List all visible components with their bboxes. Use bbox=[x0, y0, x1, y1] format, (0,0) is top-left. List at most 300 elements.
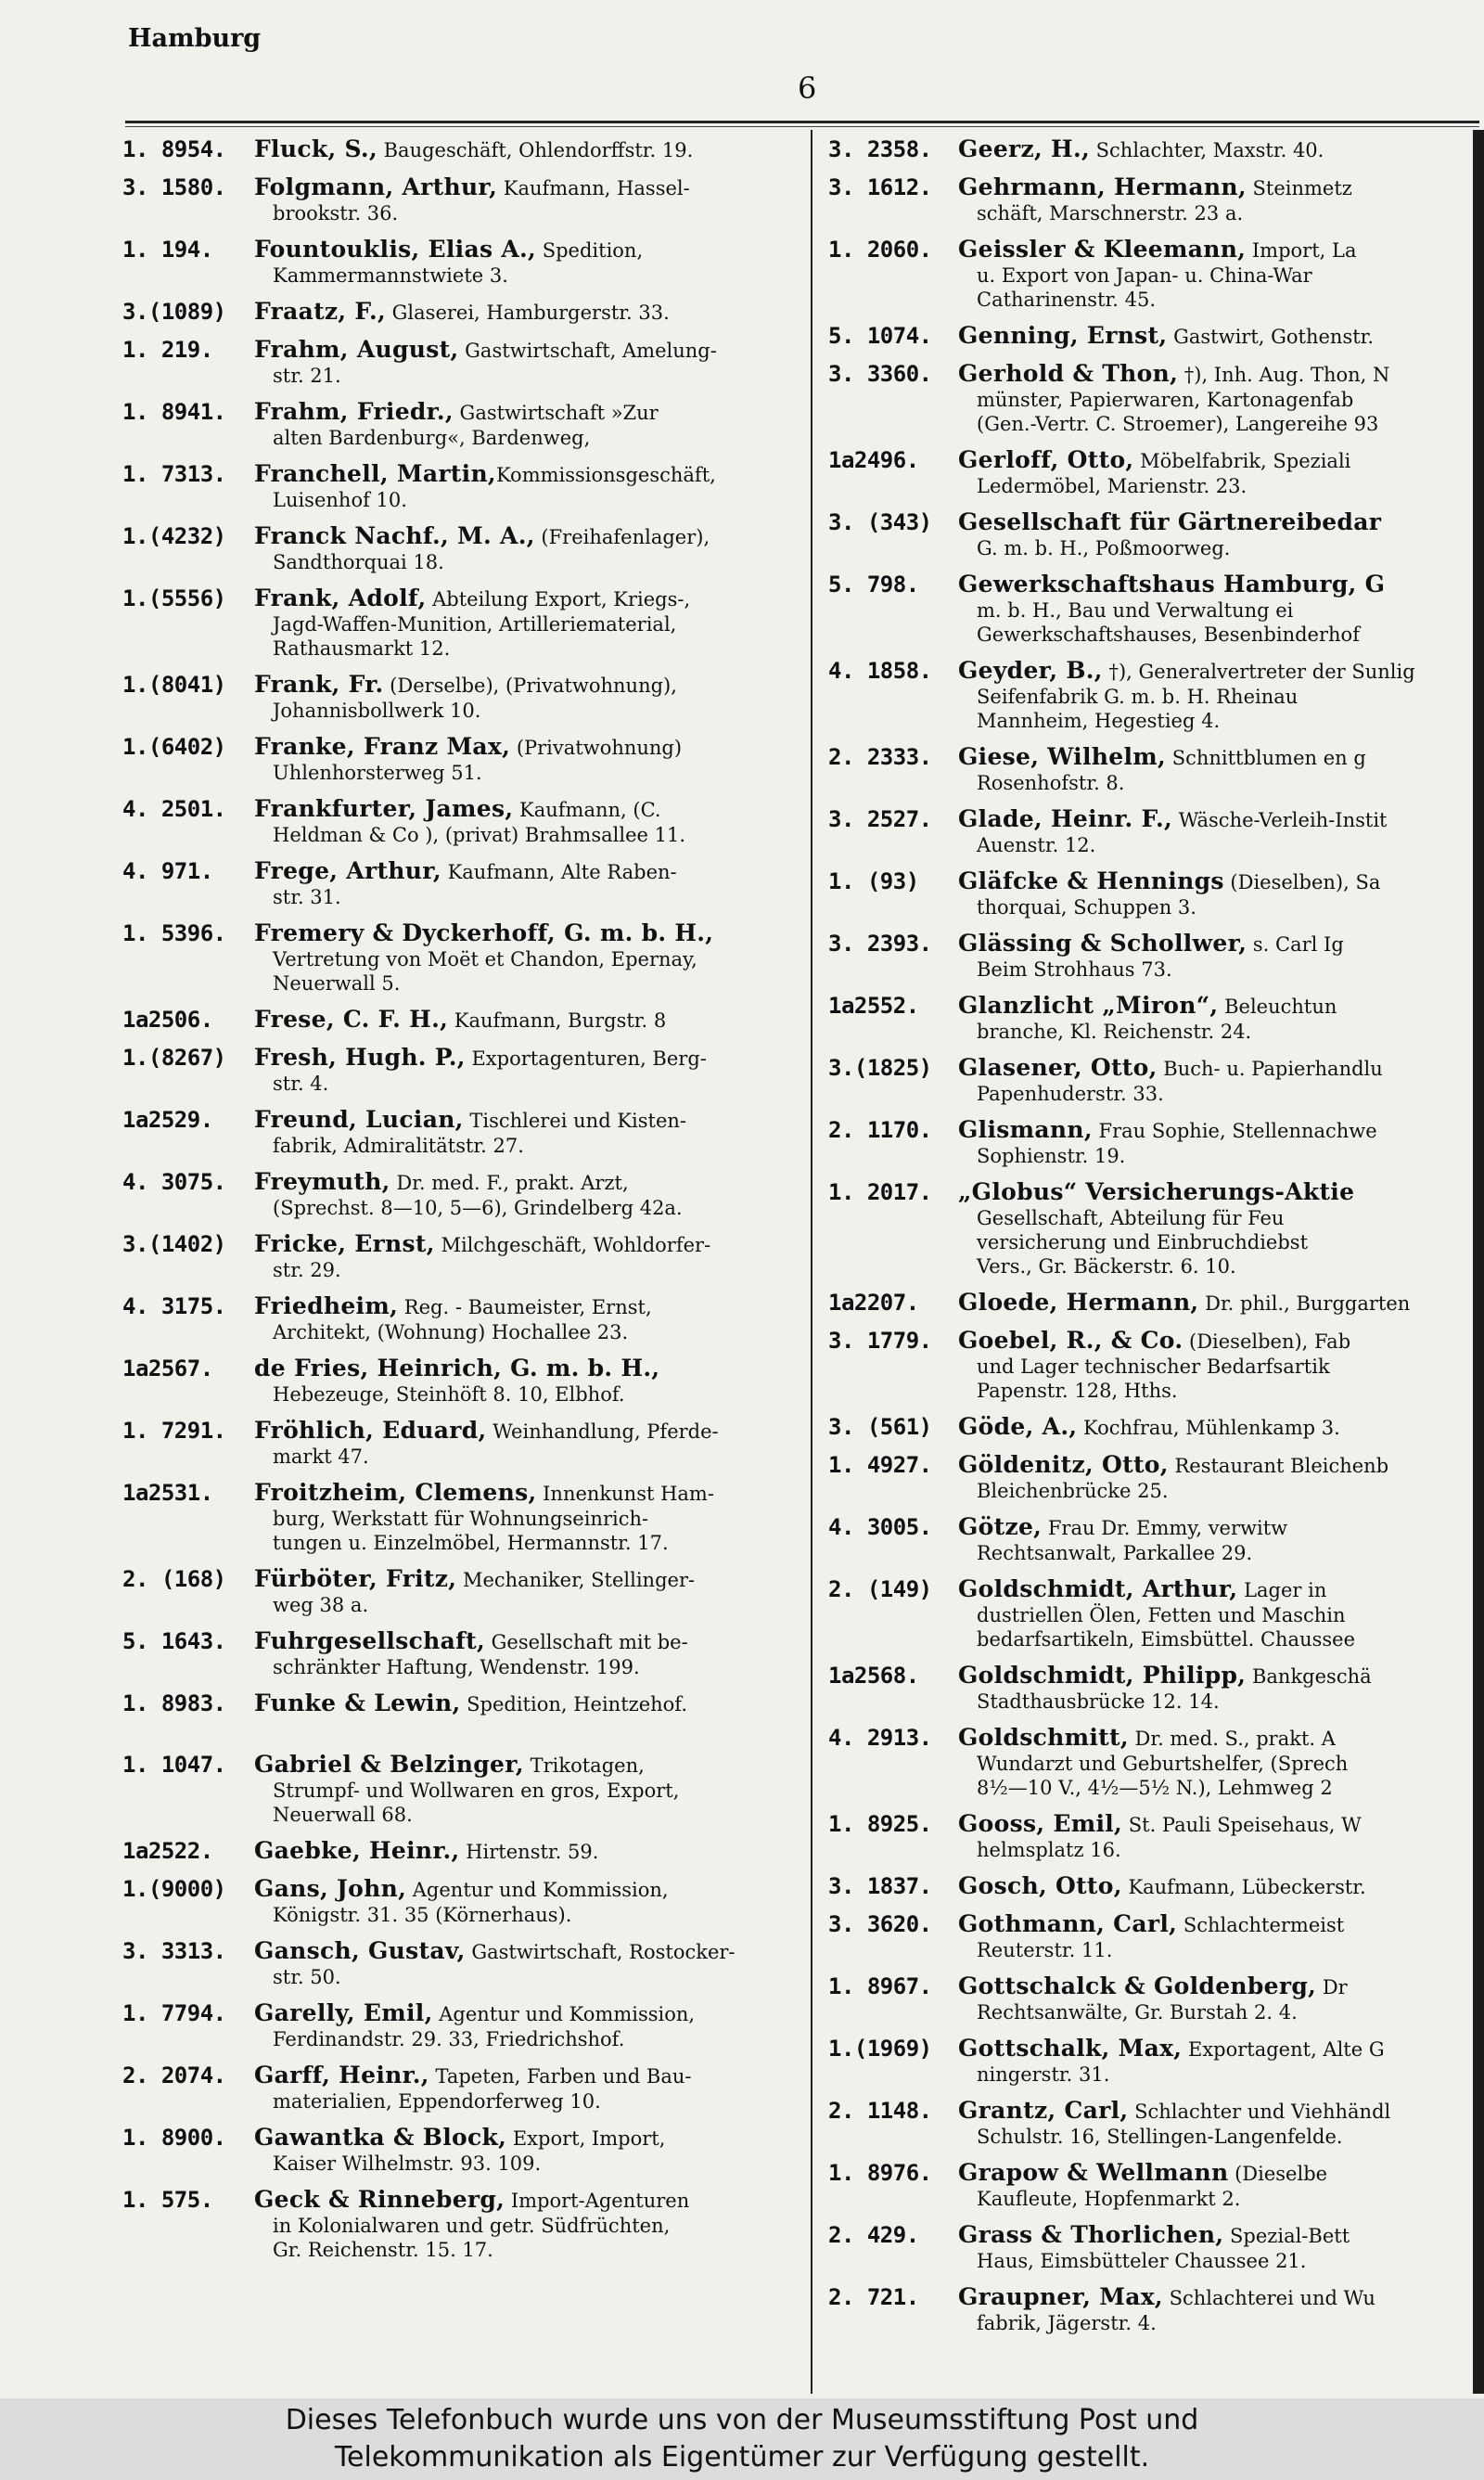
subscriber-description: Abteilung Export, Kriegs-, bbox=[426, 588, 691, 610]
listing-entry bbox=[122, 586, 792, 661]
phone-number: 1.(5556) bbox=[122, 585, 226, 611]
phone-number: 1.(8041) bbox=[122, 672, 226, 698]
entry-continuation-line: Vers., Gr. Bäckerstr. 6. 10. bbox=[977, 1255, 1236, 1278]
subscriber-name: Gehrmann, Hermann, bbox=[958, 175, 1247, 200]
phone-number: 5. 1074. bbox=[828, 323, 932, 349]
subscriber-description: Spedition, Heintzehof. bbox=[460, 1693, 687, 1715]
entry-continuation-line: brookstr. 36. bbox=[273, 202, 399, 225]
entry-continuation-line: str. 4. bbox=[273, 1073, 329, 1095]
phone-number: 1. 8954. bbox=[122, 137, 226, 162]
subscriber-name: Fricke, Ernst, bbox=[254, 1232, 435, 1257]
listing-entry bbox=[828, 572, 1473, 647]
entry-continuation-line: Jagd-Waffen-Munition, Artilleriematerial, bbox=[273, 613, 677, 636]
listing-entry bbox=[828, 994, 1473, 1044]
subscriber-description: Gastwirtschaft »Zur bbox=[453, 402, 659, 424]
subscriber-name: Garelly, Emil, bbox=[254, 2001, 433, 2026]
entry-continuation-line: Schulstr. 16, Stellingen-Langenfelde. bbox=[977, 2126, 1343, 2148]
subscriber-name: Goldschmidt, Philipp, bbox=[958, 1664, 1247, 1689]
phone-number: 3. 2358. bbox=[828, 137, 932, 162]
subscriber-description: Reg. - Baumeister, Ernst, bbox=[398, 1296, 652, 1318]
entry-continuation-line: Sandthorquai 18. bbox=[273, 551, 444, 573]
entry-continuation-line: Kammermannstwiete 3. bbox=[273, 264, 508, 287]
entry-continuation-line: dustriellen Ölen, Fetten und Maschin bbox=[977, 1604, 1346, 1626]
listing-entry bbox=[122, 2063, 792, 2114]
subscriber-name: Geyder, B., bbox=[958, 659, 1103, 684]
subscriber-name: Fluck, S., bbox=[254, 137, 377, 162]
phone-number: 3.(1825) bbox=[828, 1055, 932, 1081]
phone-number: 3. 3620. bbox=[828, 1911, 932, 1937]
phone-number: 1. 8983. bbox=[122, 1690, 226, 1716]
subscriber-description: Dr bbox=[1316, 1976, 1348, 1998]
subscriber-description: Gastwirt, Gothenstr. bbox=[1167, 326, 1375, 348]
phone-number: 1. 194. bbox=[122, 237, 213, 263]
listing-entry bbox=[122, 2001, 792, 2051]
subscriber-name: Gottschalk, Max, bbox=[958, 2037, 1183, 2062]
subscriber-description: St. Pauli Speisehaus, W bbox=[1122, 1814, 1362, 1836]
phone-number: 1. 5396. bbox=[122, 920, 226, 946]
subscriber-description: Frau Sophie, Stellennachwe bbox=[1092, 1120, 1377, 1142]
listing-entry bbox=[828, 1577, 1473, 1651]
entry-continuation-line: Seifenfabrik G. m. b. H. Rheinau bbox=[977, 686, 1298, 708]
phone-number: 2. 1170. bbox=[828, 1117, 932, 1143]
entry-continuation-line: in Kolonialwaren und getr. Südfrüchten, bbox=[273, 2215, 671, 2237]
listing-entry bbox=[122, 524, 792, 574]
listing-entry bbox=[828, 745, 1473, 795]
listing-entry bbox=[828, 659, 1473, 733]
subscriber-name: Geissler & Kleemann, bbox=[958, 238, 1247, 263]
subscriber-name: Frese, C. F. H., bbox=[254, 1008, 449, 1033]
subscriber-description: Dr. phil., Burggarten bbox=[1198, 1292, 1411, 1315]
subscriber-name: Franck Nachf., M. A., bbox=[254, 524, 535, 549]
subscriber-name: Gewerkschaftshaus Hamburg, G bbox=[958, 572, 1386, 598]
entry-continuation-line: str. 21. bbox=[273, 365, 341, 387]
phone-number: 1a2529. bbox=[122, 1107, 213, 1133]
subscriber-description: Gastwirtschaft, Amelung- bbox=[458, 340, 717, 362]
entry-continuation-line: Hebezeuge, Steinhöft 8. 10, Elbhof. bbox=[273, 1383, 625, 1406]
listing-entry bbox=[828, 1180, 1473, 1279]
subscriber-description: Steinmetz bbox=[1246, 177, 1352, 199]
listing-entry bbox=[828, 1812, 1473, 1862]
subscriber-description: Weinhandlung, Pferde- bbox=[486, 1420, 719, 1443]
entry-continuation-line: Gesellschaft, Abteilung für Feu bbox=[977, 1207, 1285, 1229]
phone-number: 2. (168) bbox=[122, 1566, 226, 1592]
subscriber-description: Frau Dr. Emmy, verwitw bbox=[1042, 1517, 1288, 1539]
left-column bbox=[122, 137, 792, 2274]
entry-continuation-line: tungen u. Einzelmöbel, Hermannstr. 17. bbox=[273, 1532, 669, 1554]
entry-continuation-line: weg 38 a. bbox=[273, 1594, 369, 1616]
entry-continuation-line: branche, Kl. Reichenstr. 24. bbox=[977, 1021, 1252, 1043]
listing-entry bbox=[122, 1839, 792, 1865]
entry-continuation-line: Neuerwall 5. bbox=[273, 972, 401, 995]
listing-entry bbox=[828, 2037, 1473, 2087]
listing-entry bbox=[122, 238, 792, 288]
listing-entry bbox=[828, 137, 1473, 163]
listing-entry bbox=[122, 400, 792, 450]
listing-entry bbox=[122, 1356, 792, 1407]
subscriber-description: †), Inh. Aug. Thon, N bbox=[1178, 364, 1390, 386]
subscriber-description: Glaserei, Hamburgerstr. 33. bbox=[385, 302, 670, 324]
entry-continuation-line: alten Bardenburg«, Bardenweg, bbox=[273, 427, 591, 449]
subscriber-description: Dr. med. F., prakt. Arzt, bbox=[390, 1172, 629, 1194]
phone-number: 4. 3175. bbox=[122, 1293, 226, 1319]
listing-entry bbox=[828, 932, 1473, 982]
subscriber-description: Tischlerei und Kisten- bbox=[463, 1110, 686, 1132]
subscriber-description: Spezial-Bett bbox=[1223, 2225, 1350, 2247]
entry-continuation-line: Vertretung von Moët et Chandon, Epernay, bbox=[273, 948, 697, 970]
page-edge-shadow bbox=[1473, 130, 1484, 2394]
entry-continuation-line: Kaufleute, Hopfenmarkt 2. bbox=[977, 2188, 1241, 2210]
subscriber-description: Gastwirtschaft, Rostocker- bbox=[465, 1941, 736, 1963]
listing-entry bbox=[828, 510, 1473, 560]
listing-entry bbox=[828, 1453, 1473, 1503]
phone-number: 3. 1580. bbox=[122, 174, 226, 200]
phone-number: 1a2496. bbox=[828, 447, 919, 473]
listing-entry bbox=[122, 2126, 792, 2176]
entry-continuation-line: Johannisbollwerk 10. bbox=[273, 700, 481, 722]
subscriber-description: Wäsche-Verleih-Instit bbox=[1172, 809, 1388, 831]
subscriber-name: Franke, Franz Max, bbox=[254, 735, 511, 760]
phone-number: 1.(4232) bbox=[122, 523, 226, 549]
phone-number: 1. 2017. bbox=[828, 1179, 932, 1205]
column-divider bbox=[811, 130, 812, 2394]
entry-continuation-line: Haus, Eimsbütteler Chaussee 21. bbox=[977, 2250, 1307, 2272]
phone-number: 4. 3075. bbox=[122, 1169, 226, 1195]
subscriber-name: Fresh, Hugh. P., bbox=[254, 1046, 466, 1071]
subscriber-name: Grass & Thorlichen, bbox=[958, 2223, 1224, 2248]
listing-entry bbox=[122, 1877, 792, 1927]
phone-number: 1. 7794. bbox=[122, 2000, 226, 2026]
entry-continuation-line: Strumpf- und Wollwaren en gros, Export, bbox=[273, 1780, 680, 1802]
listing-entry bbox=[828, 1664, 1473, 1714]
entry-continuation-line: fabrik, Jägerstr. 4. bbox=[977, 2312, 1157, 2334]
subscriber-name: Gesellschaft für Gärtnereibedar bbox=[958, 510, 1382, 535]
subscriber-description: Bankgeschä bbox=[1246, 1665, 1372, 1688]
phone-number: 4. 971. bbox=[122, 858, 213, 884]
subscriber-name: Folgmann, Arthur, bbox=[254, 175, 498, 200]
listing-entry bbox=[122, 1939, 792, 1989]
subscriber-name: Graupner, Max, bbox=[958, 2285, 1163, 2310]
listing-entry bbox=[122, 735, 792, 785]
phone-number: 1a2506. bbox=[122, 1007, 213, 1033]
subscriber-name: Glanzlicht „Miron“, bbox=[958, 994, 1219, 1019]
listing-entry bbox=[828, 238, 1473, 312]
subscriber-name: Franchell, Martin, bbox=[254, 462, 496, 487]
listing-entry bbox=[828, 2285, 1473, 2335]
phone-number: 1.(9000) bbox=[122, 1876, 226, 1902]
phone-number: 3.(1089) bbox=[122, 299, 226, 325]
subscriber-description: Schlachter und Viehhändl bbox=[1128, 2101, 1391, 2123]
subscriber-name: Fremery & Dyckerhoff, G. m. b. H., bbox=[254, 921, 714, 946]
entry-continuation-line: Catharinenstr. 45. bbox=[977, 289, 1156, 311]
entry-continuation-line: materialien, Eppendorferweg 10. bbox=[273, 2090, 601, 2113]
listing-entry bbox=[828, 175, 1473, 225]
subscriber-name: Giese, Wilhelm, bbox=[958, 745, 1167, 770]
subscriber-name: Friedheim, bbox=[254, 1294, 399, 1319]
phone-number: 1a2207. bbox=[828, 1290, 919, 1316]
phone-number: 1. 8941. bbox=[122, 399, 226, 425]
entry-continuation-line: Beim Strohhaus 73. bbox=[977, 958, 1172, 981]
listing-entry bbox=[828, 1515, 1473, 1565]
listing-entry bbox=[828, 1118, 1473, 1168]
entry-continuation-line: Luisenhof 10. bbox=[273, 489, 407, 511]
entry-continuation-line: und Lager technischer Bedarfsartik bbox=[977, 1356, 1330, 1378]
subscriber-description: Schlachter, Maxstr. 40. bbox=[1089, 139, 1324, 161]
subscriber-description: Kaufmann, Hassel- bbox=[497, 177, 690, 199]
subscriber-name: Goldschmidt, Arthur, bbox=[958, 1577, 1238, 1602]
subscriber-name: Goebel, R., & Co. bbox=[958, 1329, 1183, 1354]
phone-number: 2. 2074. bbox=[122, 2062, 226, 2088]
entry-continuation-line: str. 50. bbox=[273, 1966, 341, 1988]
entry-continuation-line: Auenstr. 12. bbox=[977, 834, 1096, 856]
entry-continuation-line: Rechtsanwälte, Gr. Burstah 2. 4. bbox=[977, 2001, 1298, 2024]
listing-entry bbox=[122, 300, 792, 326]
phone-number: 1. 7291. bbox=[122, 1418, 226, 1444]
subscriber-name: Frahm, Friedr., bbox=[254, 400, 454, 425]
phone-number: 1. 4927. bbox=[828, 1452, 932, 1478]
phone-number: 2. 2333. bbox=[828, 744, 932, 770]
listing-entry bbox=[828, 448, 1473, 498]
listing-entry bbox=[828, 1329, 1473, 1403]
subscriber-description: Lager in bbox=[1237, 1579, 1327, 1601]
entry-continuation-line: burg, Werkstatt für Wohnungseinrich- bbox=[273, 1508, 649, 1530]
entry-continuation-line: thorquai, Schuppen 3. bbox=[977, 896, 1196, 919]
entry-continuation-line: Reuterstr. 11. bbox=[977, 1939, 1113, 1961]
entry-continuation-line: Gr. Reichenstr. 15. 17. bbox=[273, 2239, 493, 2261]
entry-continuation-line: fabrik, Admiralitätstr. 27. bbox=[273, 1135, 524, 1157]
entry-continuation-line: str. 29. bbox=[273, 1259, 341, 1281]
phone-number: 1. 8900. bbox=[122, 2125, 226, 2151]
subscriber-name: Funke & Lewin, bbox=[254, 1691, 461, 1716]
subscriber-name: Froitzheim, Clemens, bbox=[254, 1481, 537, 1506]
entry-continuation-line: helmsplatz 16. bbox=[977, 1839, 1121, 1861]
subscriber-description: Hirtenstr. 59. bbox=[459, 1841, 599, 1863]
entry-continuation-line: Gewerkschaftshauses, Besenbinderhof bbox=[977, 623, 1360, 646]
listing-entry bbox=[122, 1419, 792, 1469]
listing-entry bbox=[828, 1874, 1473, 1900]
subscriber-description: Baugeschäft, Ohlendorffstr. 19. bbox=[377, 139, 694, 161]
subscriber-description: †), Generalvertreter der Sunlig bbox=[1102, 661, 1415, 683]
entry-continuation-line: Ferdinandstr. 29. 33, Friedrichshof. bbox=[273, 2028, 625, 2050]
phone-number: 2. (149) bbox=[828, 1576, 932, 1602]
header-rule bbox=[125, 121, 1479, 123]
subscriber-description: Kaufmann, Alte Raben- bbox=[441, 861, 677, 883]
listing-entry bbox=[122, 2188, 792, 2262]
entry-continuation-line: versicherung und Einbruchdiebst bbox=[977, 1231, 1309, 1253]
subscriber-name: Gabriel & Belzinger, bbox=[254, 1753, 524, 1778]
subscriber-name: „Globus“ Versicherungs-Aktie bbox=[958, 1180, 1355, 1205]
phone-number: 1. 8976. bbox=[828, 2160, 932, 2186]
entry-continuation-line: bedarfsartikeln, Eimsbüttel. Chaussee bbox=[977, 1628, 1356, 1651]
phone-number: 2. 429. bbox=[828, 2222, 919, 2248]
subscriber-name: Gosch, Otto, bbox=[958, 1874, 1122, 1899]
entry-continuation-line: (Gen.-Vertr. C. Stroemer), Langereihe 93 bbox=[977, 413, 1379, 435]
subscriber-name: Fraatz, F., bbox=[254, 300, 386, 325]
subscriber-description: Gesellschaft mit be- bbox=[484, 1631, 688, 1653]
phone-number: 3. (561) bbox=[828, 1414, 932, 1440]
entry-continuation-line: Ledermöbel, Marienstr. 23. bbox=[977, 475, 1247, 497]
footer-line-2: Telekommunikation als Eigentümer zur Verfügung gestellt. bbox=[334, 2441, 1150, 2474]
entry-continuation-line: str. 31. bbox=[273, 886, 341, 908]
listing-entry bbox=[828, 1974, 1473, 2024]
subscriber-name: Freund, Lucian, bbox=[254, 1108, 464, 1133]
subscriber-description: (Dieselbe bbox=[1228, 2163, 1328, 2185]
phone-number: 1. 219. bbox=[122, 337, 213, 363]
listing-entry bbox=[122, 137, 792, 163]
phone-number: 4. 3005. bbox=[828, 1514, 932, 1540]
subscriber-name: Fröhlich, Eduard, bbox=[254, 1419, 487, 1444]
listing-entry bbox=[828, 1291, 1473, 1317]
subscriber-name: Glade, Heinr. F., bbox=[958, 807, 1173, 832]
listing-entry bbox=[122, 1170, 792, 1220]
listing-entry bbox=[122, 1008, 792, 1034]
listing-entry bbox=[828, 362, 1473, 436]
entry-continuation-line: schränkter Haftung, Wendenstr. 199. bbox=[273, 1656, 640, 1678]
listing-entry bbox=[122, 1108, 792, 1158]
subscriber-name: Gottschalck & Goldenberg, bbox=[958, 1974, 1317, 1999]
subscriber-description: (Dieselben), Fab bbox=[1183, 1330, 1351, 1353]
phone-number: 4. 1858. bbox=[828, 658, 932, 684]
phone-number: 4. 2501. bbox=[122, 796, 226, 822]
phone-number: 1a2567. bbox=[122, 1356, 213, 1381]
subscriber-description: Exportagenturen, Berg- bbox=[465, 1047, 707, 1070]
phone-number: 1. (93) bbox=[828, 868, 919, 894]
listing-entry bbox=[122, 1046, 792, 1096]
subscriber-name: Gerhold & Thon, bbox=[958, 362, 1179, 387]
phone-number: 3. 1612. bbox=[828, 174, 932, 200]
entry-continuation-line: Papenstr. 128, Hths. bbox=[977, 1380, 1178, 1402]
subscriber-description: Schnittblumen en g bbox=[1166, 747, 1366, 769]
phone-number: 3. 3313. bbox=[122, 1938, 226, 1964]
entry-continuation-line: Rathausmarkt 12. bbox=[273, 637, 451, 660]
subscriber-description: Import, La bbox=[1246, 239, 1357, 262]
subscriber-description: Agentur und Kommission, bbox=[406, 1879, 669, 1901]
subscriber-description: Schlachterei und Wu bbox=[1162, 2287, 1375, 2309]
listing-entry bbox=[828, 1415, 1473, 1441]
subscriber-description: Möbelfabrik, Speziali bbox=[1133, 450, 1351, 472]
subscriber-name: Glasener, Otto, bbox=[958, 1056, 1158, 1081]
listing-entry bbox=[122, 921, 792, 996]
subscriber-description: s. Carl Ig bbox=[1247, 933, 1344, 956]
subscriber-description: Buch- u. Papierhandlu bbox=[1157, 1058, 1383, 1080]
subscriber-name: Frank, Fr. bbox=[254, 673, 384, 698]
phone-number: 5. 1643. bbox=[122, 1628, 226, 1654]
subscriber-name: Genning, Ernst, bbox=[958, 324, 1168, 349]
phone-number: 3. 1837. bbox=[828, 1873, 932, 1899]
header-rule-thin bbox=[125, 126, 1479, 127]
phone-number: 1.(6402) bbox=[122, 734, 226, 760]
subscriber-name: Gläfcke & Hennings bbox=[958, 869, 1224, 894]
subscriber-description: Kaufmann, Lübeckerstr. bbox=[1121, 1876, 1366, 1898]
listing-entry bbox=[828, 1056, 1473, 1106]
subscriber-name: Gooss, Emil, bbox=[958, 1812, 1123, 1837]
entry-continuation-line: 8½—10 V., 4½—5½ N.), Lehmweg 2 bbox=[977, 1777, 1333, 1799]
listing-entry bbox=[828, 2161, 1473, 2211]
listing-entry bbox=[122, 1753, 792, 1827]
phone-number: 3. 3360. bbox=[828, 361, 932, 387]
page-number: 6 bbox=[798, 71, 817, 106]
listing-entry bbox=[122, 1481, 792, 1555]
entry-continuation-line: markt 47. bbox=[273, 1446, 369, 1468]
entry-continuation-line: schäft, Marschnerstr. 23 a. bbox=[977, 202, 1244, 225]
listing-entry bbox=[122, 175, 792, 225]
subscriber-name: Freymuth, bbox=[254, 1170, 390, 1195]
subscriber-name: Gothmann, Carl, bbox=[958, 1912, 1178, 1937]
listing-entry bbox=[122, 462, 792, 512]
subscriber-name: Gerloff, Otto, bbox=[958, 448, 1134, 473]
phone-number: 1. 7313. bbox=[122, 461, 226, 487]
entry-continuation-line: Heldman & Co ), (privat) Brahmsallee 11. bbox=[273, 824, 685, 846]
listing-entry bbox=[828, 807, 1473, 857]
entry-continuation-line: Rosenhofstr. 8. bbox=[977, 772, 1125, 794]
entry-continuation-line: Mannheim, Hegestieg 4. bbox=[977, 710, 1221, 732]
listing-entry bbox=[828, 2223, 1473, 2273]
subscriber-name: Göde, A., bbox=[958, 1415, 1078, 1440]
subscriber-name: Frahm, August, bbox=[254, 338, 459, 363]
phone-number: 1. 2060. bbox=[828, 237, 932, 263]
subscriber-name: Gans, John, bbox=[254, 1877, 407, 1902]
subscriber-name: de Fries, Heinrich, G. m. b. H., bbox=[254, 1356, 660, 1381]
phone-number: 1. 8967. bbox=[828, 1973, 932, 1999]
entry-continuation-line: u. Export von Japan- u. China-War bbox=[977, 264, 1312, 287]
subscriber-description: Mechaniker, Stellinger- bbox=[456, 1569, 696, 1591]
subscriber-description: Export, Import, bbox=[506, 2127, 666, 2150]
subscriber-name: Göldenitz, Otto, bbox=[958, 1453, 1169, 1478]
subscriber-description: Kaufmann, (C. bbox=[513, 799, 661, 821]
subscriber-description: Tapeten, Farben und Bau- bbox=[429, 2065, 692, 2088]
subscriber-description: Dr. med. S., prakt. A bbox=[1128, 1728, 1336, 1750]
listing-entry bbox=[122, 1232, 792, 1282]
listing-entry bbox=[122, 1294, 792, 1344]
subscriber-description: Trikotagen, bbox=[523, 1754, 645, 1777]
phone-number: 3. 2393. bbox=[828, 931, 932, 957]
subscriber-description: Milchgeschäft, Wohldorfer- bbox=[434, 1234, 711, 1256]
listing-entry bbox=[828, 1912, 1473, 1962]
entry-continuation-line: Neuerwall 68. bbox=[273, 1804, 413, 1826]
entry-continuation-line: Sophienstr. 19. bbox=[977, 1145, 1126, 1167]
subscriber-description: Agentur und Kommission, bbox=[432, 2003, 696, 2025]
listing-entry bbox=[122, 797, 792, 847]
listing-entry bbox=[122, 673, 792, 723]
subscriber-name: Frankfurter, James, bbox=[254, 797, 514, 822]
subscriber-description: (Freihafenlager), bbox=[534, 526, 710, 548]
entry-continuation-line: m. b. H., Bau und Verwaltung ei bbox=[977, 599, 1294, 622]
subscriber-name: Goldschmitt, bbox=[958, 1726, 1129, 1751]
subscriber-description: Kaufmann, Burgstr. 8 bbox=[448, 1009, 667, 1032]
subscriber-description: Schlachtermeist bbox=[1177, 1914, 1345, 1936]
listing-entry bbox=[828, 1726, 1473, 1800]
phone-number: 2. 1148. bbox=[828, 2098, 932, 2124]
subscriber-name: Geck & Rinneberg, bbox=[254, 2188, 505, 2213]
subscriber-name: Frank, Adolf, bbox=[254, 586, 427, 611]
phone-number: 1. 1047. bbox=[122, 1752, 226, 1778]
subscriber-description: Kommissionsgeschäft, bbox=[495, 464, 716, 486]
subscriber-description: Restaurant Bleichenb bbox=[1168, 1455, 1389, 1477]
listing-entry bbox=[828, 2099, 1473, 2149]
listing-entry bbox=[122, 338, 792, 388]
phone-number: 1a2568. bbox=[828, 1663, 919, 1689]
subscriber-description: Import-Agenturen bbox=[505, 2190, 690, 2212]
entry-continuation-line: Uhlenhorsterweg 51. bbox=[273, 762, 482, 784]
subscriber-description: (Derselbe), (Privatwohnung), bbox=[383, 675, 677, 697]
subscriber-description: Exportagent, Alte G bbox=[1182, 2038, 1385, 2061]
phone-number: 1a2552. bbox=[828, 993, 919, 1019]
phone-number: 1. 575. bbox=[122, 2187, 213, 2213]
listing-entry bbox=[122, 1567, 792, 1617]
phone-number: 1. 8925. bbox=[828, 1811, 932, 1837]
entry-continuation-line: Architekt, (Wohnung) Hochallee 23. bbox=[273, 1321, 629, 1343]
entry-continuation-line: Königstr. 31. 35 (Körnerhaus). bbox=[273, 1904, 572, 1926]
subscriber-description: Beleuchtun bbox=[1218, 996, 1337, 1018]
